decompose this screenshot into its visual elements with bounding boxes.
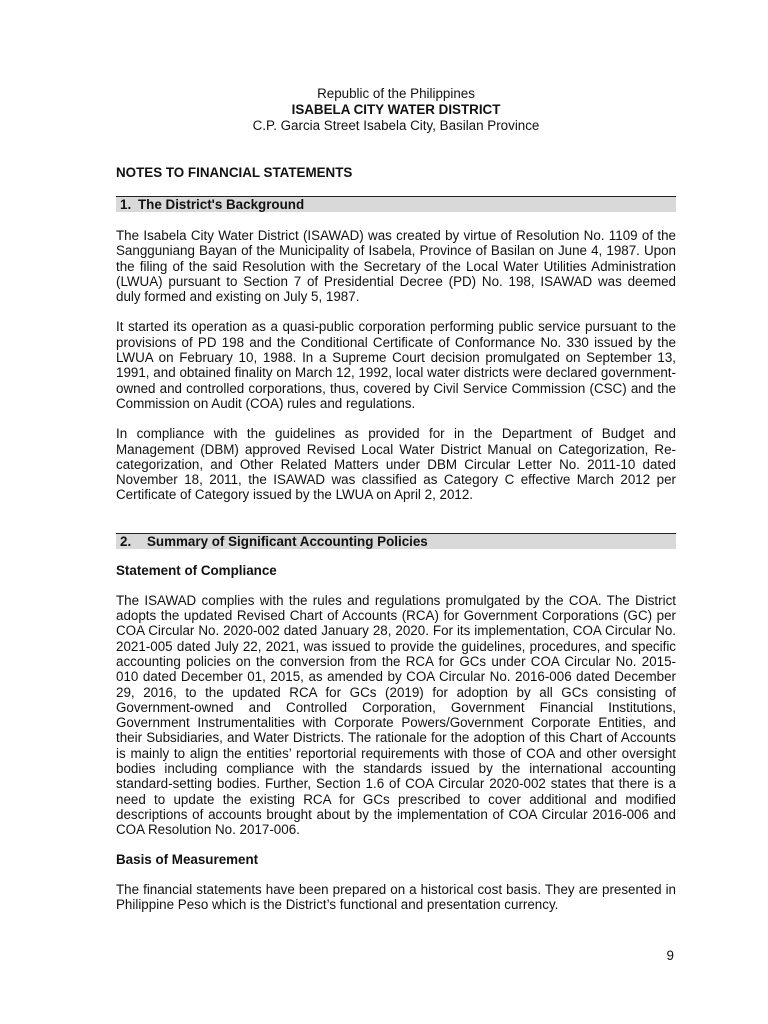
document-header [116, 86, 676, 134]
section-1-number: 1. [120, 197, 132, 212]
subsection-heading-compliance: Statement of Compliance [116, 562, 277, 578]
section-2-title: Summary of Significant Accounting Policies [147, 533, 428, 549]
section-1-paragraph-2: It started its operation as a quasi-public corporation performing public service pursuant to the provisions of PD 198 and the Conditional Certificate of Conformance No. 330 issued by the LWUA on February 10, 1988. In a Supreme Court decision promulgated on September 13, 1991, and obtained finality on March 12, 1992, local water districts were declared government-owned and controlled corporations, thus, covered by Civil Service Commission (CSC) and the Commission on Audit (COA) rules and regulations. [116, 319, 676, 411]
header-organization: ISABELA CITY WATER DISTRICT [291, 102, 501, 117]
subsection-paragraph-compliance: The ISAWAD complies with the rules and regulations promulgated by the COA. The District adopts the updated Revised Chart of Accounts (RCA) for Government Corporations (GC) per COA Circular No. 2020-002 dated January 28, 2020. For its implementation, COA Circular No. 2021-005 dated July 22, 2021, was issued to provide the guidelines, procedures, and specific accounting policies on the conversion from the RCA for GCs under COA Circular No. 2015-010 dated December 01, 2015, as amended by COA Circular No. 2016-006 dated December 29, 2016, to the updated RCA for GCs (2019) for adoption by all GCs consisting of Government-owned and Controlled Corporation, Government Financial Institutions, Government Instrumentalities with Corporate Powers/Government Corporate Entities, and their Subsidiaries, and Water Districts. The rationale for the adoption of this Chart of Accounts is mainly to align the entities’ reportorial requirements with those of COA and other oversight bodies including compliance with the standards issued by the international accounting standard-setting bodies. Further, Section 1.6 of COA Circular 2020-002 states that there is a need to update the existing RCA for GCs prescribed to cover additional and modified descriptions of accounts brought about by the implementation of COA Circular 2016-006 and COA Resolution No. 2017-006. [116, 592, 676, 838]
page-number: 9 [666, 948, 674, 963]
section-1-heading [116, 196, 676, 212]
subsection-heading-measurement: Basis of Measurement [116, 851, 259, 867]
header-address: C.P. Garcia Street Isabela City, Basilan Province [252, 118, 540, 133]
document-title: NOTES TO FINANCIAL STATEMENTS [116, 165, 353, 180]
subsection-paragraph-measurement: The financial statements have been prepared on a historical cost basis. They are presented in Philippine Peso which is the District’s functional and presentation currency. [116, 881, 676, 912]
header-country: Republic of the Philippines [317, 86, 475, 101]
section-2-heading [116, 533, 676, 549]
section-1-title: The District's Background [138, 197, 305, 212]
section-1-paragraph-1: The Isabela City Water District (ISAWAD) was created by virtue of Resolution No. 1109 of the Sangguniang Bayan of the Municipality of Isabela, Province of Basilan on June 4, 1987. Upon the filing of the said Resolution with the Secretary of the Local Water Utilities Administration (LWUA) pursuant to Section 7 of Presidential Decree (PD) No. 198, ISAWAD was deemed duly formed and existing on July 5, 1987. [116, 228, 676, 305]
section-2-number: 2. [120, 533, 132, 549]
section-1-paragraph-3: In compliance with the guidelines as provided for in the Department of Budget and Management (DBM) approved Revised Local Water District Manual on Categorization, Re-categorization, and Other Related Matters under DBM Circular Letter No. 2011-10 dated November 18, 2011, the ISAWAD was classified as Category C effective March 2012 per Certificate of Category issued by the LWUA on April 2, 2012. [116, 426, 676, 503]
document-page [116, 86, 676, 912]
